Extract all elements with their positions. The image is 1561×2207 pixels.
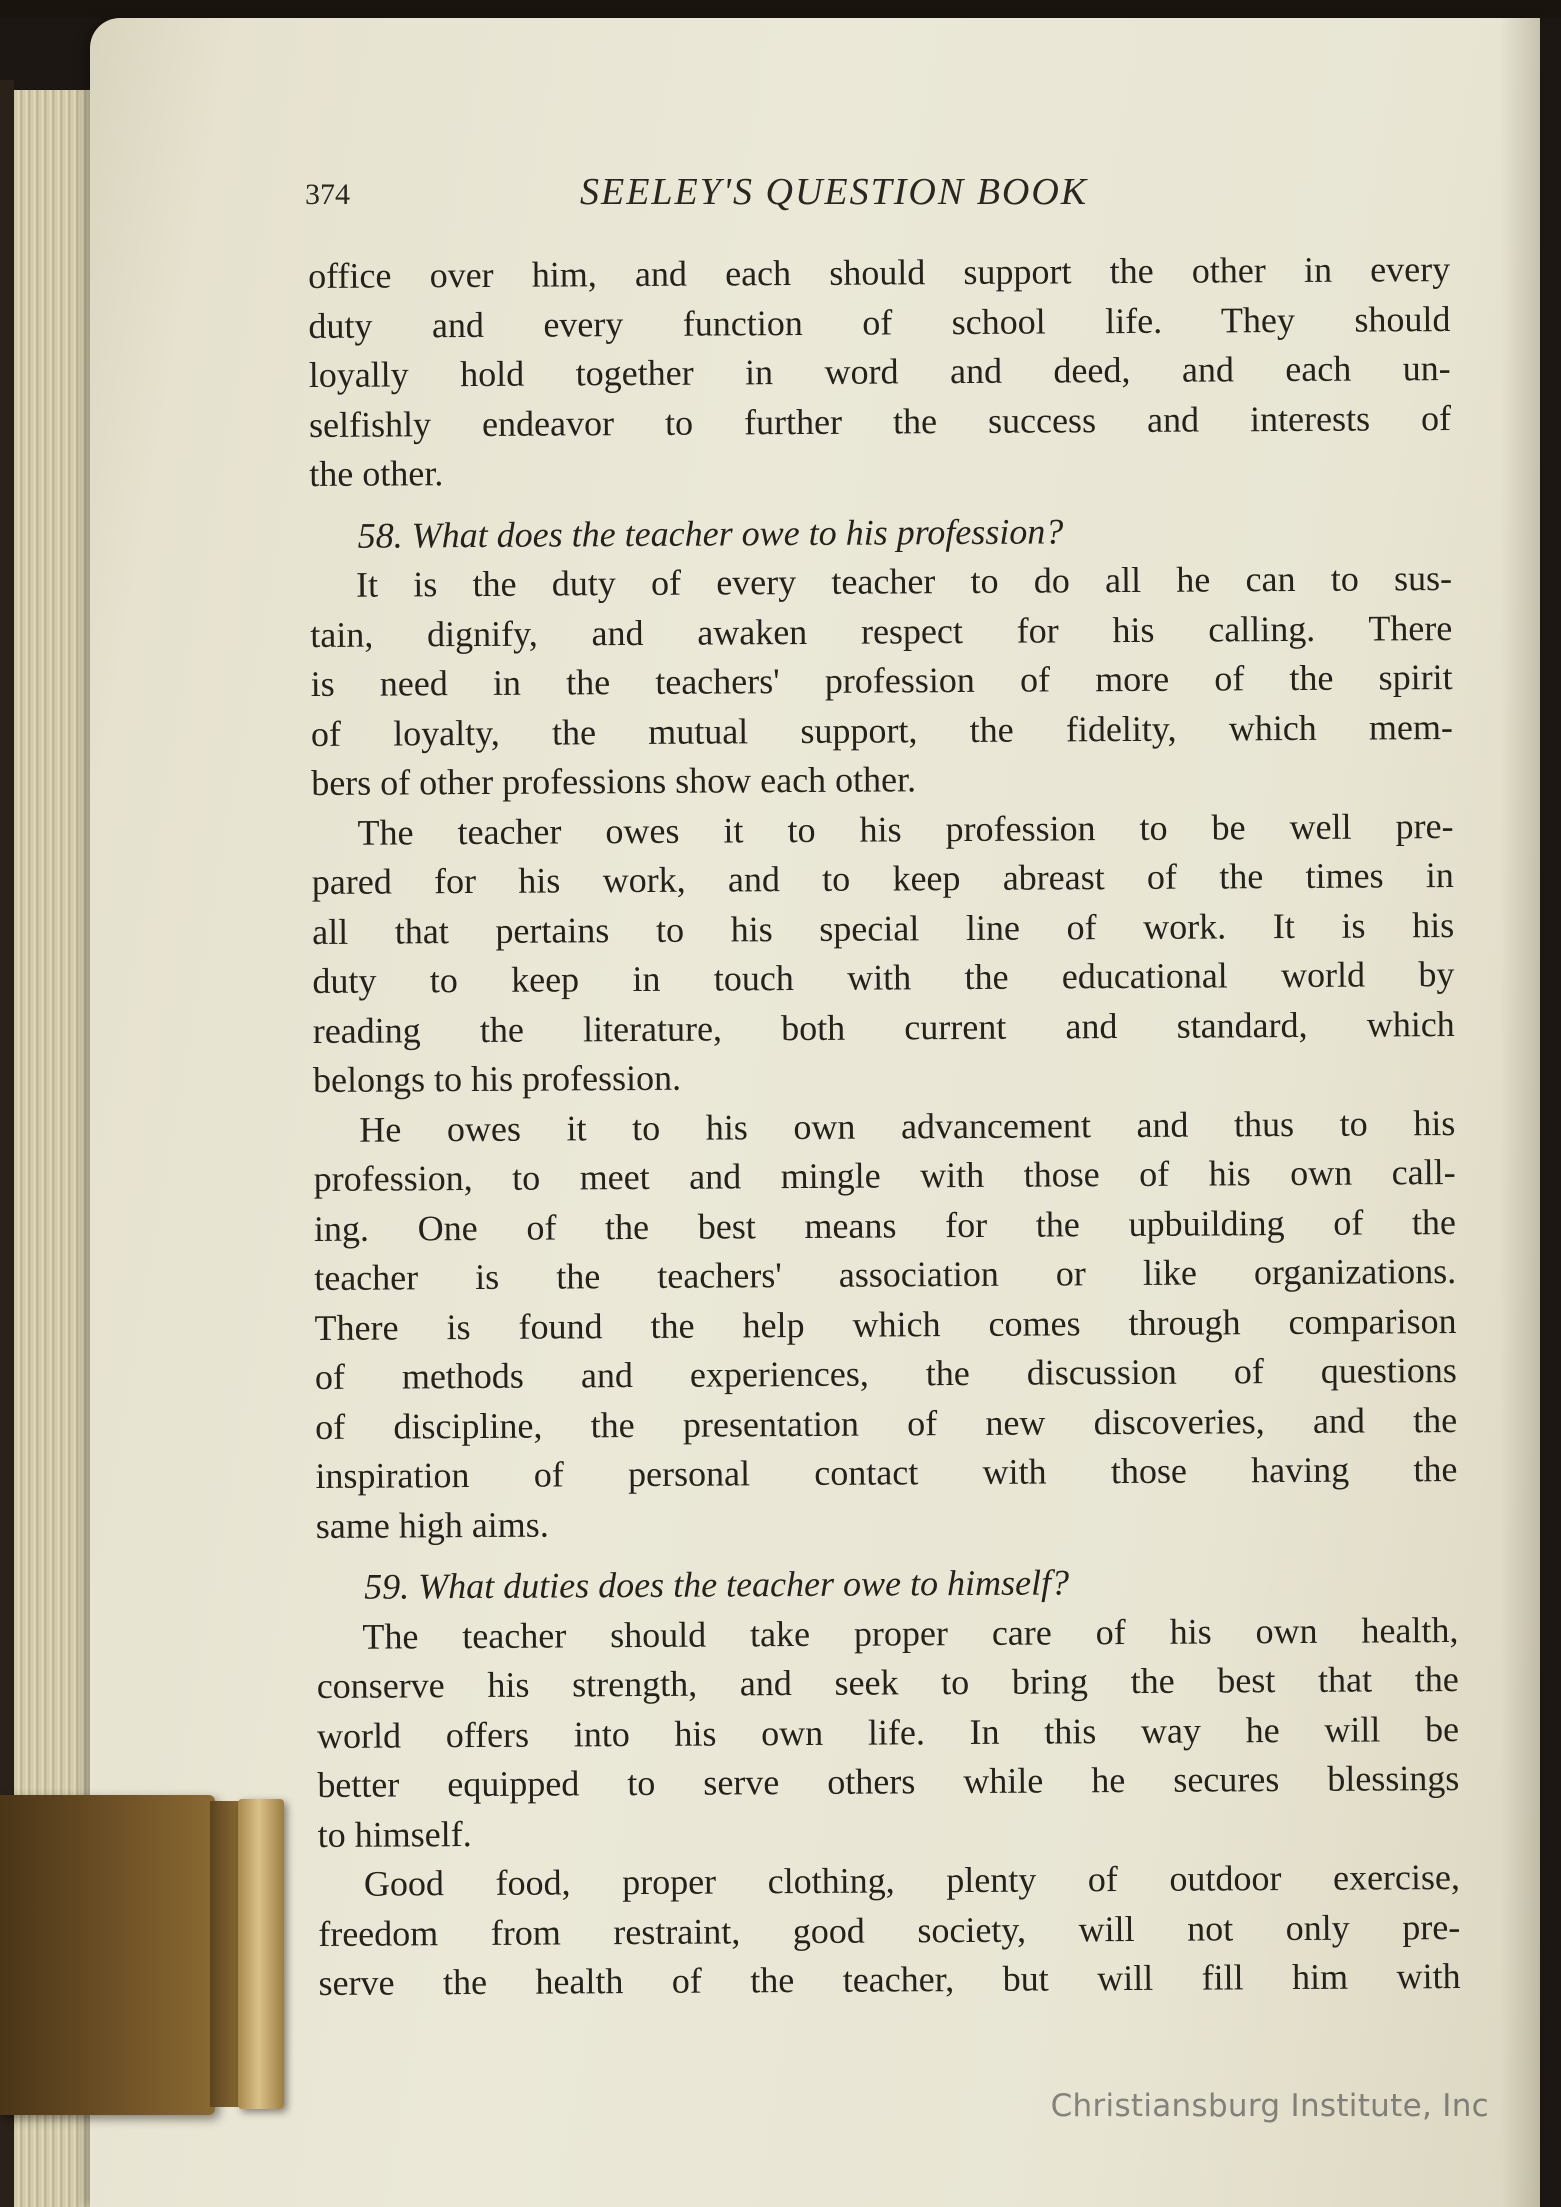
question-58-heading: 58. What does the teacher owe to his profession? bbox=[357, 510, 1064, 556]
text-line: ing. One of the best means for the upbuilding of the bbox=[313, 1201, 1457, 1249]
text-line: of discipline, the presentation of new discoveries, and the bbox=[315, 1399, 1458, 1447]
text-line: the other. bbox=[309, 453, 444, 494]
page-gutter-shadow bbox=[1500, 18, 1540, 2207]
text-line: conserve his strength, and seek to bring the best that the bbox=[316, 1658, 1459, 1706]
page-number: 374 bbox=[305, 178, 350, 211]
text-line: is need in the teachers' profession of more of the spirit bbox=[310, 657, 1453, 704]
watermark: Christiansburg Institute, Inc bbox=[1050, 2088, 1489, 2124]
running-title: SEELEY'S QUESTION BOOK bbox=[580, 171, 1089, 213]
page-body bbox=[308, 245, 1461, 2008]
text-line: freedom from restraint, good society, will not only pre- bbox=[318, 1906, 1461, 1954]
background-shadow bbox=[0, 0, 1561, 18]
text-line: world offers into his own life. In this way he will be bbox=[316, 1708, 1460, 1756]
text-line: office over him, and each should support the other in every bbox=[308, 249, 1451, 296]
page-header bbox=[305, 170, 1445, 220]
tab-edge bbox=[238, 1799, 284, 2109]
text-line: to himself. bbox=[317, 1813, 472, 1855]
text-line: bers of other professions show each other. bbox=[311, 759, 917, 803]
text-line: reading the literature, both current and standard, which bbox=[312, 1003, 1455, 1051]
text-line: He owes it to his own advancement and thus to his bbox=[359, 1102, 1456, 1150]
text-line: all that pertains to his special line of work. It is his bbox=[312, 904, 1455, 952]
text-line: It is the duty of every teacher to do all he can to sus- bbox=[355, 558, 1453, 605]
text-line: better equipped to serve others while he secures blessings bbox=[317, 1757, 1460, 1805]
text-line: duty and every function of school life. They should bbox=[308, 298, 1451, 346]
text-line: tain, dignify, and awaken respect for his calling. There bbox=[310, 607, 1453, 655]
text-line: loyally hold together in word and deed, and each un- bbox=[308, 348, 1451, 395]
text-line: Good food, proper clothing, plenty of outdoor exercise, bbox=[363, 1856, 1461, 1904]
text-line: The teacher should take proper care of his own health, bbox=[362, 1609, 1459, 1657]
text-line: selfishly endeavor to further the success and interests of bbox=[308, 397, 1452, 445]
text-line: The teacher owes it to his profession to be well pre- bbox=[357, 805, 1454, 853]
text-line: of loyalty, the mutual support, the fidelity, which mem- bbox=[310, 706, 1454, 754]
text-line: teacher is the teachers' association or like organizations. bbox=[314, 1251, 1457, 1298]
text-line: There is found the help which comes through comparison bbox=[314, 1300, 1457, 1348]
text-line: same high aims. bbox=[315, 1504, 549, 1546]
text-line: of methods and experiences, the discussion of questions bbox=[314, 1350, 1457, 1397]
tab-body bbox=[0, 1795, 215, 2115]
brass-bookmark-tab bbox=[0, 1795, 290, 2125]
question-59-heading: 59. What duties does the teacher owe to himself? bbox=[364, 1562, 1070, 1607]
text-line: belongs to his profession. bbox=[312, 1057, 682, 1100]
text-line: pared for his work, and to keep abreast of the times in bbox=[311, 855, 1454, 902]
text-line: profession, to meet and mingle with those of his own call- bbox=[313, 1152, 1456, 1199]
text-line: inspiration of personal contact with those having the bbox=[315, 1449, 1458, 1496]
text-line: duty to keep in touch with the educational world by bbox=[312, 954, 1455, 1001]
text-line: serve the health of the teacher, but will fill him with bbox=[318, 1955, 1461, 2003]
